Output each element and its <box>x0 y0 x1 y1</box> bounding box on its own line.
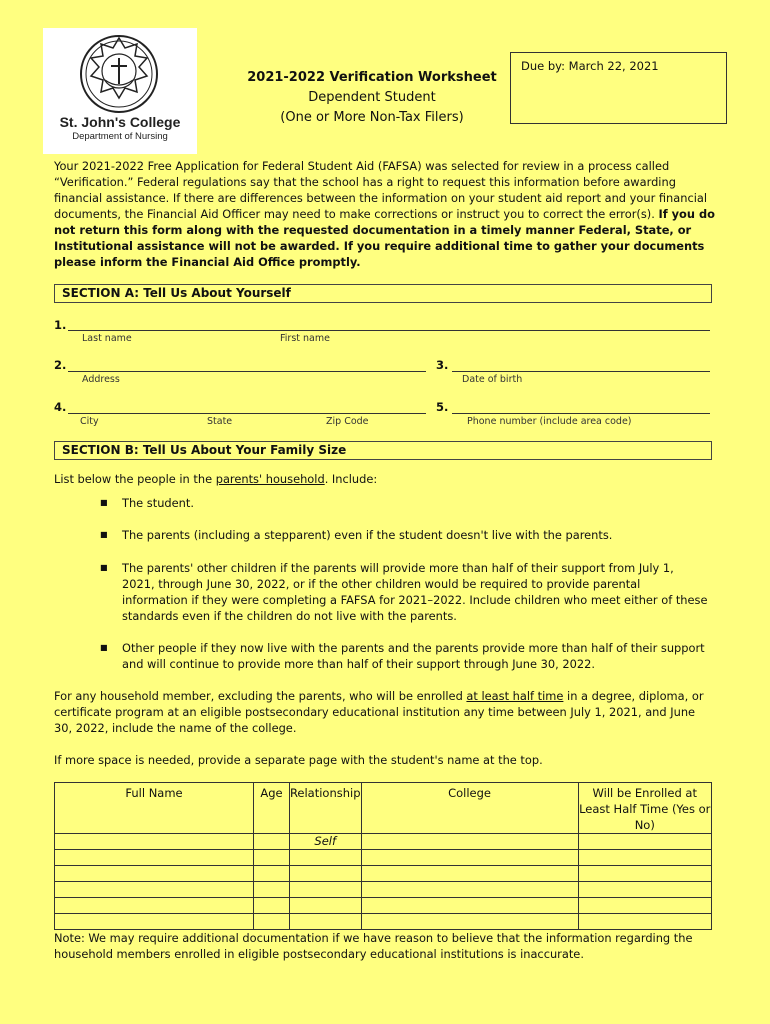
table-cell[interactable] <box>254 850 290 866</box>
intro-text: Your 2021-2022 Free Application for Federal Student Aid (FAFSA) was selected for review in a process called “Verification.” Federal regulations say that the school has a right to request this information before awarding financial assistance. If there are differences between the information on your student aid report and your financial documents, the Financial Aid Officer may need to make corrections or instruct you to correct the error(s). <box>54 159 708 221</box>
relationship-self: Self <box>289 834 361 850</box>
table-cell[interactable] <box>361 898 578 914</box>
bullet-icon: ■ <box>100 643 108 652</box>
table-cell[interactable] <box>55 866 254 882</box>
col-header-age: Age <box>254 783 290 834</box>
table-cell[interactable] <box>361 882 578 898</box>
enrolled-paragraph <box>54 688 714 736</box>
table-cell[interactable] <box>55 834 254 850</box>
enrolled-text-end: in a degree, diploma, or certificate program at an eligible postsecondary educational institution any time between July 1, 2021, and June 30, 2022, include the name of the college. <box>54 689 704 735</box>
table-header-row <box>55 783 712 834</box>
table-cell[interactable] <box>254 834 290 850</box>
parents-household-underlined: parents' household <box>215 472 325 486</box>
college-logo <box>43 28 197 154</box>
space-note: If more space is needed, provide a separate page with the student's name at the top. <box>54 753 543 767</box>
field-number-4: 4. <box>54 400 67 414</box>
table-cell[interactable] <box>289 914 361 930</box>
table-row[interactable] <box>55 898 712 914</box>
logo-department: Department of Nursing <box>72 131 168 142</box>
lead-text-end: . Include: <box>324 472 378 486</box>
bullet-icon: ■ <box>100 498 108 507</box>
table-cell[interactable] <box>254 882 290 898</box>
bullet-item: Other people if they now live with the parents and the parents provide more than half of their support and will continue to provide more than half of their support through June 30, 2022. <box>122 641 705 671</box>
table-cell[interactable] <box>361 834 578 850</box>
table-cell[interactable] <box>578 866 712 882</box>
col-header-college: College <box>361 783 578 834</box>
table-cell[interactable] <box>289 882 361 898</box>
household-lead <box>54 471 714 487</box>
table-cell[interactable] <box>55 850 254 866</box>
due-date: Due by: March 22, 2021 <box>521 59 659 73</box>
table-cell[interactable] <box>578 898 712 914</box>
worksheet-title-block <box>220 68 524 128</box>
worksheet-title: 2021-2022 Verification Worksheet <box>247 70 497 85</box>
col-header-enrolled: Will be Enrolled at Least Half Time (Yes or No) <box>578 783 712 834</box>
city-label: City <box>80 416 99 427</box>
table-cell[interactable] <box>55 914 254 930</box>
table-cell[interactable] <box>289 866 361 882</box>
bullet-icon: ■ <box>100 563 108 572</box>
zip-code-label: Zip Code <box>326 416 369 427</box>
address-label: Address <box>82 374 120 385</box>
table-cell[interactable] <box>55 898 254 914</box>
section-b-header <box>54 441 712 460</box>
table-cell[interactable] <box>578 850 712 866</box>
phone-number-label: Phone number (include area code) <box>467 416 632 427</box>
table-cell[interactable] <box>578 834 712 850</box>
bullet-item: The parents' other children if the parents will provide more than half of their support from July 1, 2021, through June 30, 2022, or if the other children would be required to provide parental information if they were completing a FAFSA for 2021–2022. Include children who meet either of these standards even if the children do not live with the parents. <box>122 561 708 623</box>
name-field[interactable] <box>68 330 710 331</box>
city-state-zip-field[interactable] <box>68 413 426 414</box>
footer-note: Note: We may require additional documentation if we have reason to believe that the information regarding the household members enrolled in eligible postsecondary educational institutions is inaccurate. <box>54 931 693 961</box>
logo-college-name: St. John's College <box>59 114 181 130</box>
col-header-full-name: Full Name <box>55 783 254 834</box>
state-label: State <box>207 416 233 427</box>
half-time-underlined: at least half time <box>466 689 564 703</box>
first-name-label: First name <box>280 333 330 344</box>
table-cell[interactable] <box>578 914 712 930</box>
table-cell[interactable] <box>289 898 361 914</box>
section-a-title: SECTION A: Tell Us About Yourself <box>62 286 291 300</box>
section-a-header <box>54 284 712 303</box>
table-cell[interactable] <box>361 914 578 930</box>
due-date-box <box>510 52 727 124</box>
enrolled-text: For any household member, excluding the parents, who will be enrolled <box>54 689 467 703</box>
table-cell[interactable] <box>289 850 361 866</box>
last-name-label: Last name <box>82 333 132 344</box>
table-cell[interactable] <box>361 866 578 882</box>
field-number-1: 1. <box>54 318 67 332</box>
intro-warning: If you do not return this form along with the requested documentation in a timely manner Federal, State, or Institutional assistance will not be awarded. If you require additional time to gather your documents please inform the Financial Aid Office promptly. <box>54 207 715 269</box>
address-field[interactable] <box>68 371 426 372</box>
intro-paragraph <box>54 158 718 270</box>
table-row[interactable] <box>55 882 712 898</box>
field-number-5: 5. <box>436 400 449 414</box>
table-row[interactable] <box>55 834 712 850</box>
bullet-icon: ■ <box>100 530 108 539</box>
table-cell[interactable] <box>361 850 578 866</box>
bullet-item: The parents (including a stepparent) even if the student doesn't live with the parents. <box>122 528 613 542</box>
date-of-birth-label: Date of birth <box>462 374 523 385</box>
worksheet-subtitle: Dependent Student <box>308 90 436 105</box>
col-header-relationship: Relationship <box>289 783 361 834</box>
section-b-title: SECTION B: Tell Us About Your Family Size <box>62 443 347 457</box>
field-number-3: 3. <box>436 358 449 372</box>
table-row[interactable] <box>55 914 712 930</box>
table-cell[interactable] <box>578 882 712 898</box>
bullet-item: The student. <box>122 496 194 510</box>
lead-text: List below the people in the <box>54 472 216 486</box>
table-cell[interactable] <box>254 914 290 930</box>
field-number-2: 2. <box>54 358 67 372</box>
worksheet-subtitle-2: (One or More Non-Tax Filers) <box>280 110 464 125</box>
nursing-seal-icon <box>75 34 163 122</box>
phone-number-field[interactable] <box>452 413 710 414</box>
date-of-birth-field[interactable] <box>452 371 710 372</box>
table-cell[interactable] <box>55 882 254 898</box>
table-row[interactable] <box>55 866 712 882</box>
household-members-table <box>54 782 712 930</box>
table-cell[interactable] <box>254 898 290 914</box>
table-row[interactable] <box>55 850 712 866</box>
table-cell[interactable] <box>254 866 290 882</box>
